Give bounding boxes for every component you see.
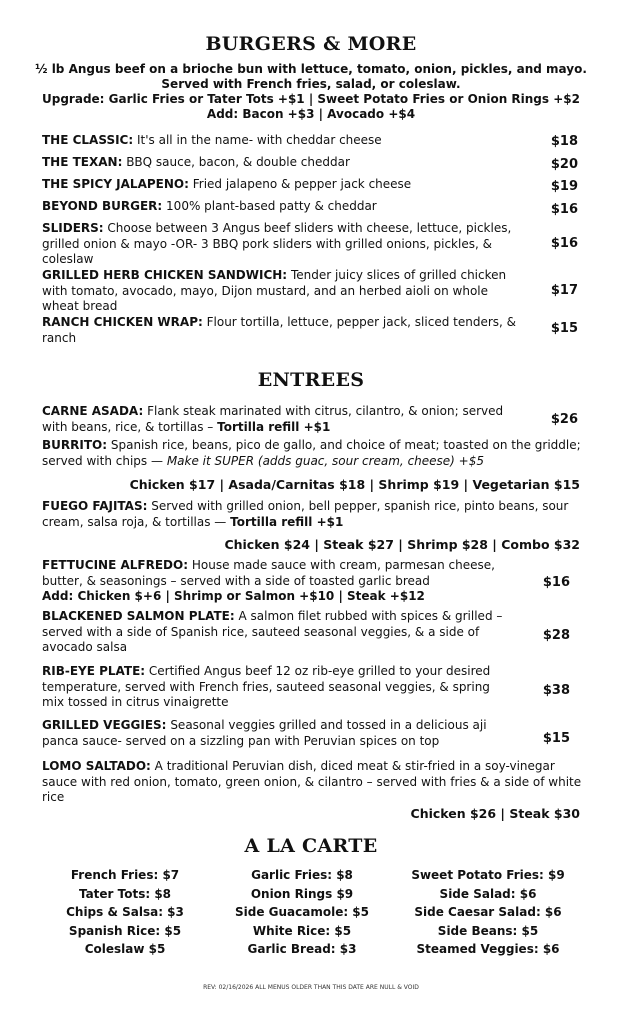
side-item: Garlic Fries: $8	[251, 868, 353, 882]
item-name: BURRITO:	[42, 438, 108, 452]
item-name: GRILLED VEGGIES:	[42, 718, 167, 732]
burgers-intro	[20, 62, 602, 122]
item-name: THE SPICY JALAPENO:	[42, 177, 189, 191]
intro-line: Served with French fries, salad, or coleslaw.	[161, 77, 461, 91]
intro-line: Add: Bacon +$3 | Avocado +$4	[206, 107, 416, 121]
item-price: $38	[542, 683, 570, 698]
item-options: Chicken $26 | Steak $30	[410, 806, 580, 821]
item-extra: Tortilla refill +$1	[230, 514, 344, 529]
side-item: Sweet Potato Fries: $9	[411, 868, 565, 882]
item-desc: BBQ sauce, bacon, & double cheddar	[126, 155, 350, 169]
item-desc: Flour tortilla, lettuce, pepper jack, sliced tenders, & ranch	[42, 315, 516, 345]
item-options: Chicken $24 | Steak $27 | Shrimp $28 | Combo $32	[224, 537, 580, 552]
menu-item	[42, 438, 582, 469]
carte-column	[212, 866, 392, 959]
side-item: Chips & Salsa: $3	[66, 905, 184, 919]
item-desc: Fried jalapeno & pepper jack cheese	[192, 177, 412, 191]
side-item: White Rice: $5	[252, 923, 352, 938]
item-name: FUEGO FAJITAS:	[42, 499, 148, 513]
carte-column	[398, 866, 578, 959]
menu-item	[42, 315, 526, 346]
menu-item	[42, 558, 512, 605]
menu-item	[42, 133, 526, 149]
item-name: LOMO SALTADO:	[42, 759, 151, 773]
side-item: Garlic Bread: $3	[247, 942, 357, 956]
item-desc: Spanish rice, beans, pico de gallo, and choice of meat; toasted on the griddle; served with chips —	[42, 438, 581, 468]
item-desc: Flank steak marinated with citrus, cilantro, & onion; served with beans, rice, & tortillas –	[42, 404, 504, 434]
item-name: RIB-EYE PLATE:	[42, 664, 146, 678]
item-name: FETTUCINE ALFREDO:	[42, 558, 189, 572]
item-price: $17	[550, 283, 578, 298]
item-name: CARNE ASADA:	[42, 404, 144, 418]
item-desc: Certified Angus beef 12 oz rib-eye grilled to your desired temperature, served with French fries, sauteed seasonal veggies, & spring mix tossed in citrus vinaigrette	[42, 664, 491, 709]
item-price: $20	[550, 157, 578, 172]
menu-item	[42, 499, 582, 530]
menu-item	[42, 177, 526, 193]
menu-item	[42, 221, 526, 268]
item-name: BLACKENED SALMON PLATE:	[42, 609, 235, 623]
menu-item	[42, 155, 526, 171]
item-price: $15	[542, 731, 570, 746]
item-name: SLIDERS:	[42, 221, 104, 235]
carte-title: A LA CARTE	[244, 835, 378, 857]
item-price: $28	[542, 628, 570, 643]
item-desc: 100% plant-based patty & cheddar	[166, 199, 377, 213]
burgers-title: BURGERS & MORE	[205, 33, 417, 55]
side-item: Side Caesar Salad: $6	[414, 905, 562, 919]
entrees-title: ENTREES	[257, 369, 365, 391]
item-desc: Served with grilled onion, bell pepper, spanish rice, pinto beans, sour cream, salsa roja, & tortillas —	[42, 499, 569, 529]
side-item: Side Beans: $5	[437, 923, 539, 938]
side-item: Tater Tots: $8	[78, 886, 172, 901]
item-name: BEYOND BURGER:	[42, 199, 163, 213]
side-item: Coleslaw $5	[84, 942, 166, 956]
item-desc: Choose between 3 Angus beef sliders with cheese, lettuce, pickles, grilled onion & mayo -OR- 3 BBQ pork sliders with grilled onions, pickles, & coleslaw	[42, 221, 512, 266]
item-desc: Seasonal veggies grilled and tossed in a delicious aji panca sauce- served on a sizzling pan with Peruvian spices on top	[42, 718, 487, 748]
menu-item	[42, 759, 582, 806]
menu-item	[42, 664, 512, 711]
carte-column	[35, 866, 215, 959]
item-price: $26	[550, 412, 578, 427]
item-price: $18	[550, 134, 578, 149]
side-item: Side Guacamole: $5	[234, 905, 370, 919]
intro-line: ½ lb Angus beef on a brioche bun with lettuce, tomato, onion, pickles, and mayo.	[35, 62, 587, 76]
item-desc: A traditional Peruvian dish, diced meat & stir-fried in a soy-vinegar sauce with red onion, tomato, green onion, & cilantro – served with fries & a side of white rice	[42, 759, 582, 804]
item-name: THE CLASSIC:	[42, 133, 134, 147]
item-extra: Tortilla refill +$1	[217, 419, 331, 434]
item-price: $19	[550, 179, 578, 194]
side-item: French Fries: $7	[70, 868, 180, 882]
menu-item	[42, 199, 526, 215]
side-item: Steamed Veggies: $6	[416, 942, 560, 956]
item-name: THE TEXAN:	[42, 155, 123, 169]
menu-item	[42, 404, 526, 435]
item-desc: Tender juicy slices of grilled chicken with tomato, avocado, mayo, Dijon mustard, and an herbed aioli on whole wheat bread	[42, 268, 507, 313]
item-price: $15	[550, 321, 578, 336]
item-name: GRILLED HERB CHICKEN SANDWICH:	[42, 268, 288, 282]
item-price: $16	[550, 202, 578, 217]
item-price: $16	[550, 236, 578, 251]
menu-item	[42, 718, 512, 749]
item-options: Chicken $17 | Asada/Carnitas $18 | Shrimp $19 | Vegetarian $15	[129, 477, 580, 492]
item-price: $16	[542, 575, 570, 590]
side-item: Spanish Rice: $5	[68, 923, 182, 938]
revision-footer: REV: 02/16/2026 ALL MENUS OLDER THAN THIS DATE ARE NULL & VOID	[203, 984, 419, 991]
item-extra: Add: Chicken $+6 | Shrimp or Salmon +$10 | Steak +$12	[42, 589, 425, 603]
item-desc: It's all in the name- with cheddar cheese	[137, 133, 382, 147]
item-name: RANCH CHICKEN WRAP:	[42, 315, 203, 329]
side-item: Side Salad: $6	[439, 886, 537, 901]
menu-item	[42, 609, 512, 656]
item-desc: A salmon filet rubbed with spices & grilled – served with a side of Spanish rice, sauteed seasonal veggies, & a side of avocado salsa	[42, 609, 503, 654]
side-item: Onion Rings $9	[250, 886, 354, 901]
item-desc: House made sauce with cream, parmesan cheese, butter, & seasonings – served with a side of toasted garlic bread	[42, 558, 495, 588]
menu-item	[42, 268, 526, 315]
intro-line: Upgrade: Garlic Fries or Tater Tots +$1 | Sweet Potato Fries or Onion Rings +$2	[42, 92, 580, 106]
item-extra: Make it SUPER (adds guac, sour cream, cheese) +$5	[166, 453, 484, 468]
